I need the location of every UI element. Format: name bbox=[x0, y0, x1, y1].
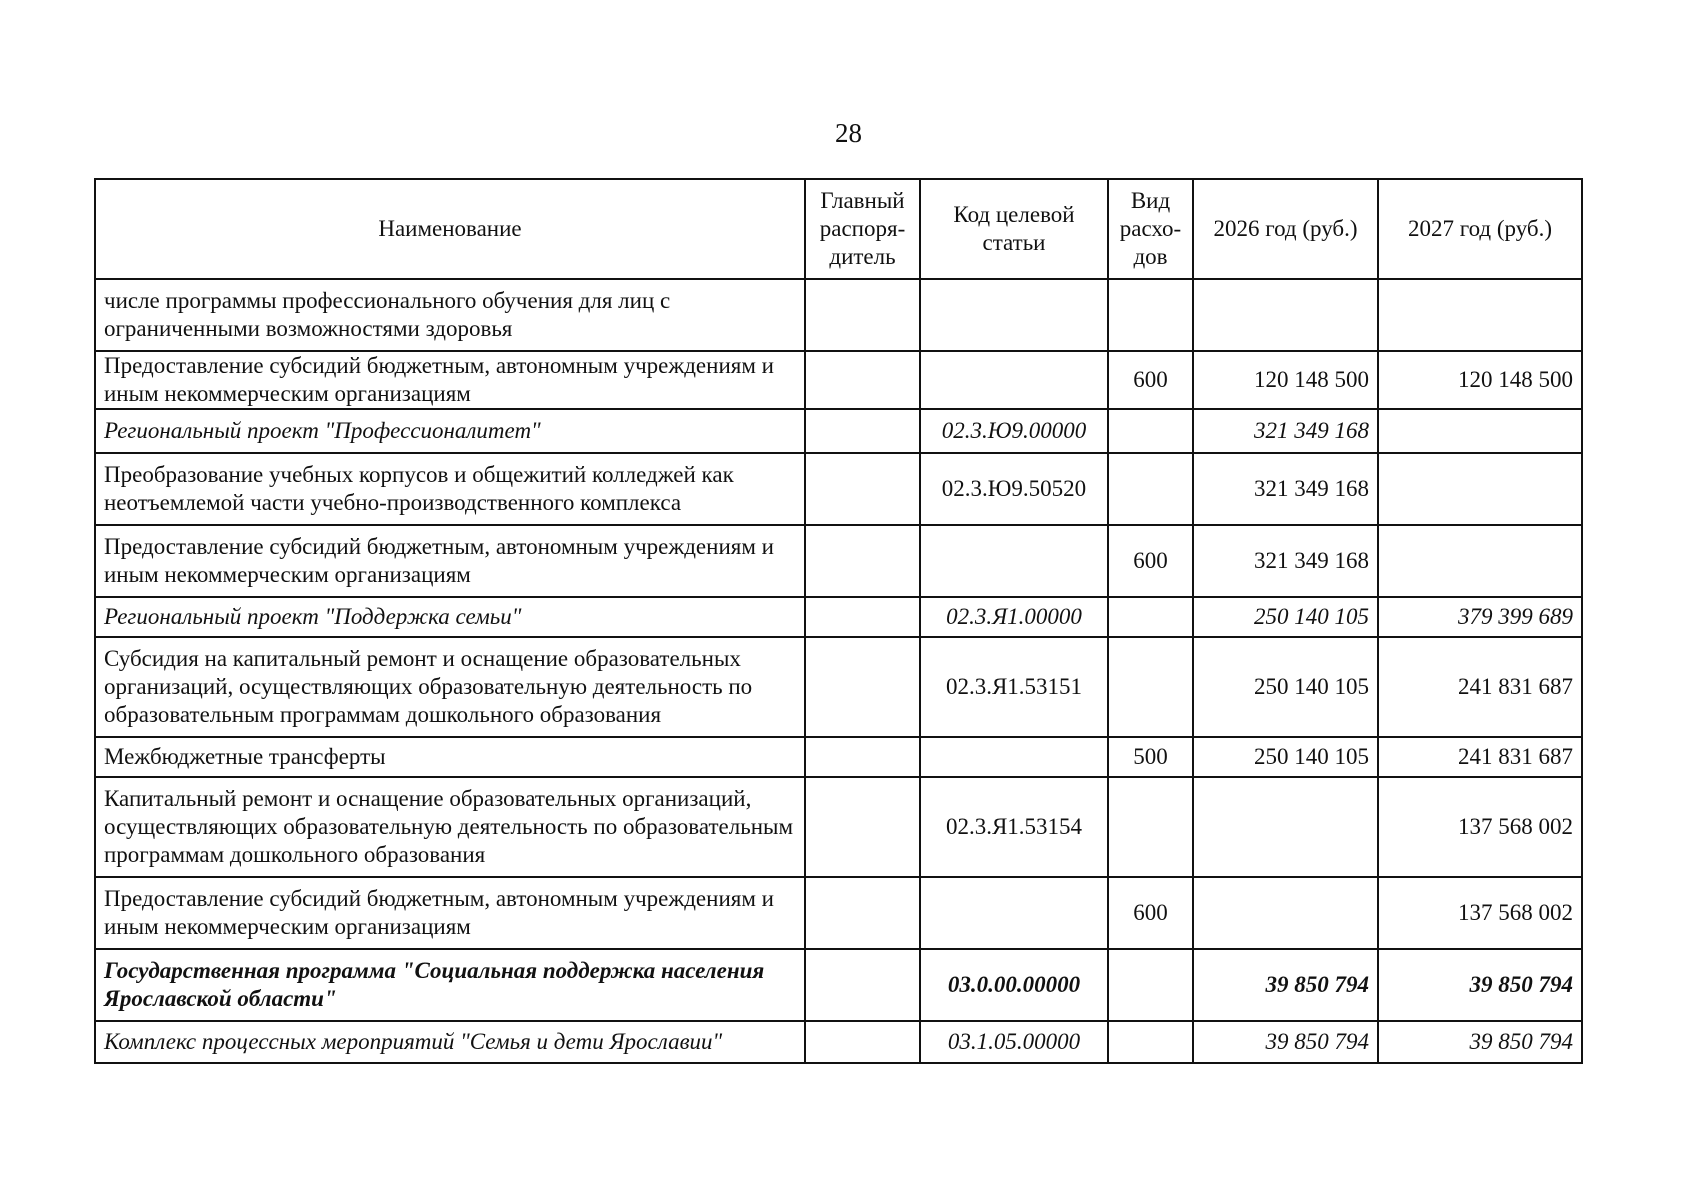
header-type: Вид расхо-дов bbox=[1108, 179, 1193, 279]
table-row bbox=[95, 949, 1582, 1021]
cell-code: 02.3.Я1.53151 bbox=[920, 637, 1108, 737]
table-row bbox=[95, 597, 1582, 637]
cell-2026: 321 349 168 bbox=[1193, 409, 1378, 453]
cell-code: 02.3.Я1.00000 bbox=[920, 597, 1108, 637]
cell-code bbox=[920, 877, 1108, 949]
cell-code: 02.3.Я1.53154 bbox=[920, 777, 1108, 877]
cell-manager bbox=[805, 351, 920, 409]
cell-type bbox=[1108, 777, 1193, 877]
cell-2026 bbox=[1193, 279, 1378, 351]
cell-manager bbox=[805, 279, 920, 351]
cell-2027: 39 850 794 bbox=[1378, 1021, 1582, 1063]
cell-2027: 379 399 689 bbox=[1378, 597, 1582, 637]
table-row bbox=[95, 279, 1582, 351]
header-name: Наименование bbox=[95, 179, 805, 279]
cell-name: Региональный проект "Профессионалитет" bbox=[95, 409, 805, 453]
table-row bbox=[95, 877, 1582, 949]
cell-code: 02.3.Ю9.00000 bbox=[920, 409, 1108, 453]
table-row bbox=[95, 453, 1582, 525]
table-row bbox=[95, 409, 1582, 453]
table-row bbox=[95, 777, 1582, 877]
cell-2026 bbox=[1193, 877, 1378, 949]
header-2026: 2026 год (руб.) bbox=[1193, 179, 1378, 279]
cell-code bbox=[920, 525, 1108, 597]
cell-name: Межбюджетные трансферты bbox=[95, 737, 805, 777]
cell-type bbox=[1108, 279, 1193, 351]
cell-name: Региональный проект "Поддержка семьи" bbox=[95, 597, 805, 637]
cell-type bbox=[1108, 597, 1193, 637]
cell-2027: 137 568 002 bbox=[1378, 877, 1582, 949]
cell-code bbox=[920, 351, 1108, 409]
cell-2026 bbox=[1193, 777, 1378, 877]
table-row bbox=[95, 737, 1582, 777]
cell-2027: 241 831 687 bbox=[1378, 637, 1582, 737]
cell-manager bbox=[805, 453, 920, 525]
cell-manager bbox=[805, 949, 920, 1021]
cell-name: Предоставление субсидий бюджетным, автономным учреждениям и иным некоммерческим организациям bbox=[95, 351, 805, 409]
budget-table bbox=[94, 178, 1583, 1064]
cell-2027 bbox=[1378, 525, 1582, 597]
cell-2027: 137 568 002 bbox=[1378, 777, 1582, 877]
cell-manager bbox=[805, 525, 920, 597]
cell-name: числе программы профессионального обучения для лиц с ограниченными возможностями здоровья bbox=[95, 279, 805, 351]
header-manager: Главный распоря-дитель bbox=[805, 179, 920, 279]
header-code: Код целевой статьи bbox=[920, 179, 1108, 279]
cell-type bbox=[1108, 637, 1193, 737]
cell-code bbox=[920, 279, 1108, 351]
cell-2026: 120 148 500 bbox=[1193, 351, 1378, 409]
page-number: 28 bbox=[835, 118, 862, 148]
cell-type: 600 bbox=[1108, 351, 1193, 409]
cell-code: 02.3.Ю9.50520 bbox=[920, 453, 1108, 525]
cell-manager bbox=[805, 777, 920, 877]
cell-manager bbox=[805, 737, 920, 777]
table-row bbox=[95, 525, 1582, 597]
cell-name: Комплекс процессных мероприятий "Семья и дети Ярославии" bbox=[95, 1021, 805, 1063]
table-row bbox=[95, 637, 1582, 737]
cell-2026: 39 850 794 bbox=[1193, 1021, 1378, 1063]
table-row bbox=[95, 1021, 1582, 1063]
cell-manager bbox=[805, 1021, 920, 1063]
table-row bbox=[95, 351, 1582, 409]
cell-manager bbox=[805, 877, 920, 949]
cell-type: 600 bbox=[1108, 877, 1193, 949]
cell-2027 bbox=[1378, 409, 1582, 453]
cell-2027 bbox=[1378, 453, 1582, 525]
cell-name: Субсидия на капитальный ремонт и оснащение образовательных организаций, осуществляющих образовательную деятельность по образовательным программам дошкольного образования bbox=[95, 637, 805, 737]
cell-name: Предоставление субсидий бюджетным, автономным учреждениям и иным некоммерческим организациям bbox=[95, 525, 805, 597]
cell-2026: 39 850 794 bbox=[1193, 949, 1378, 1021]
cell-2027: 241 831 687 bbox=[1378, 737, 1582, 777]
cell-code: 03.1.05.00000 bbox=[920, 1021, 1108, 1063]
cell-2026: 321 349 168 bbox=[1193, 453, 1378, 525]
cell-manager bbox=[805, 409, 920, 453]
cell-2026: 250 140 105 bbox=[1193, 597, 1378, 637]
cell-code: 03.0.00.00000 bbox=[920, 949, 1108, 1021]
cell-type bbox=[1108, 1021, 1193, 1063]
cell-code bbox=[920, 737, 1108, 777]
cell-name: Государственная программа "Социальная поддержка населения Ярославской области" bbox=[95, 949, 805, 1021]
cell-2027: 39 850 794 bbox=[1378, 949, 1582, 1021]
cell-name: Преобразование учебных корпусов и общежитий колледжей как неотъемлемой части учебно-производственного комплекса bbox=[95, 453, 805, 525]
cell-manager bbox=[805, 597, 920, 637]
cell-manager bbox=[805, 637, 920, 737]
cell-type bbox=[1108, 409, 1193, 453]
cell-2027: 120 148 500 bbox=[1378, 351, 1582, 409]
cell-2026: 250 140 105 bbox=[1193, 737, 1378, 777]
cell-type: 600 bbox=[1108, 525, 1193, 597]
table-header-row bbox=[95, 179, 1582, 279]
cell-2026: 250 140 105 bbox=[1193, 637, 1378, 737]
cell-type: 500 bbox=[1108, 737, 1193, 777]
cell-name: Капитальный ремонт и оснащение образовательных организаций, осуществляющих образовательную деятельность по образовательным программам дошкольного образования bbox=[95, 777, 805, 877]
cell-2027 bbox=[1378, 279, 1582, 351]
header-2027: 2027 год (руб.) bbox=[1378, 179, 1582, 279]
cell-name: Предоставление субсидий бюджетным, автономным учреждениям и иным некоммерческим организациям bbox=[95, 877, 805, 949]
cell-type bbox=[1108, 949, 1193, 1021]
cell-type bbox=[1108, 453, 1193, 525]
cell-2026: 321 349 168 bbox=[1193, 525, 1378, 597]
